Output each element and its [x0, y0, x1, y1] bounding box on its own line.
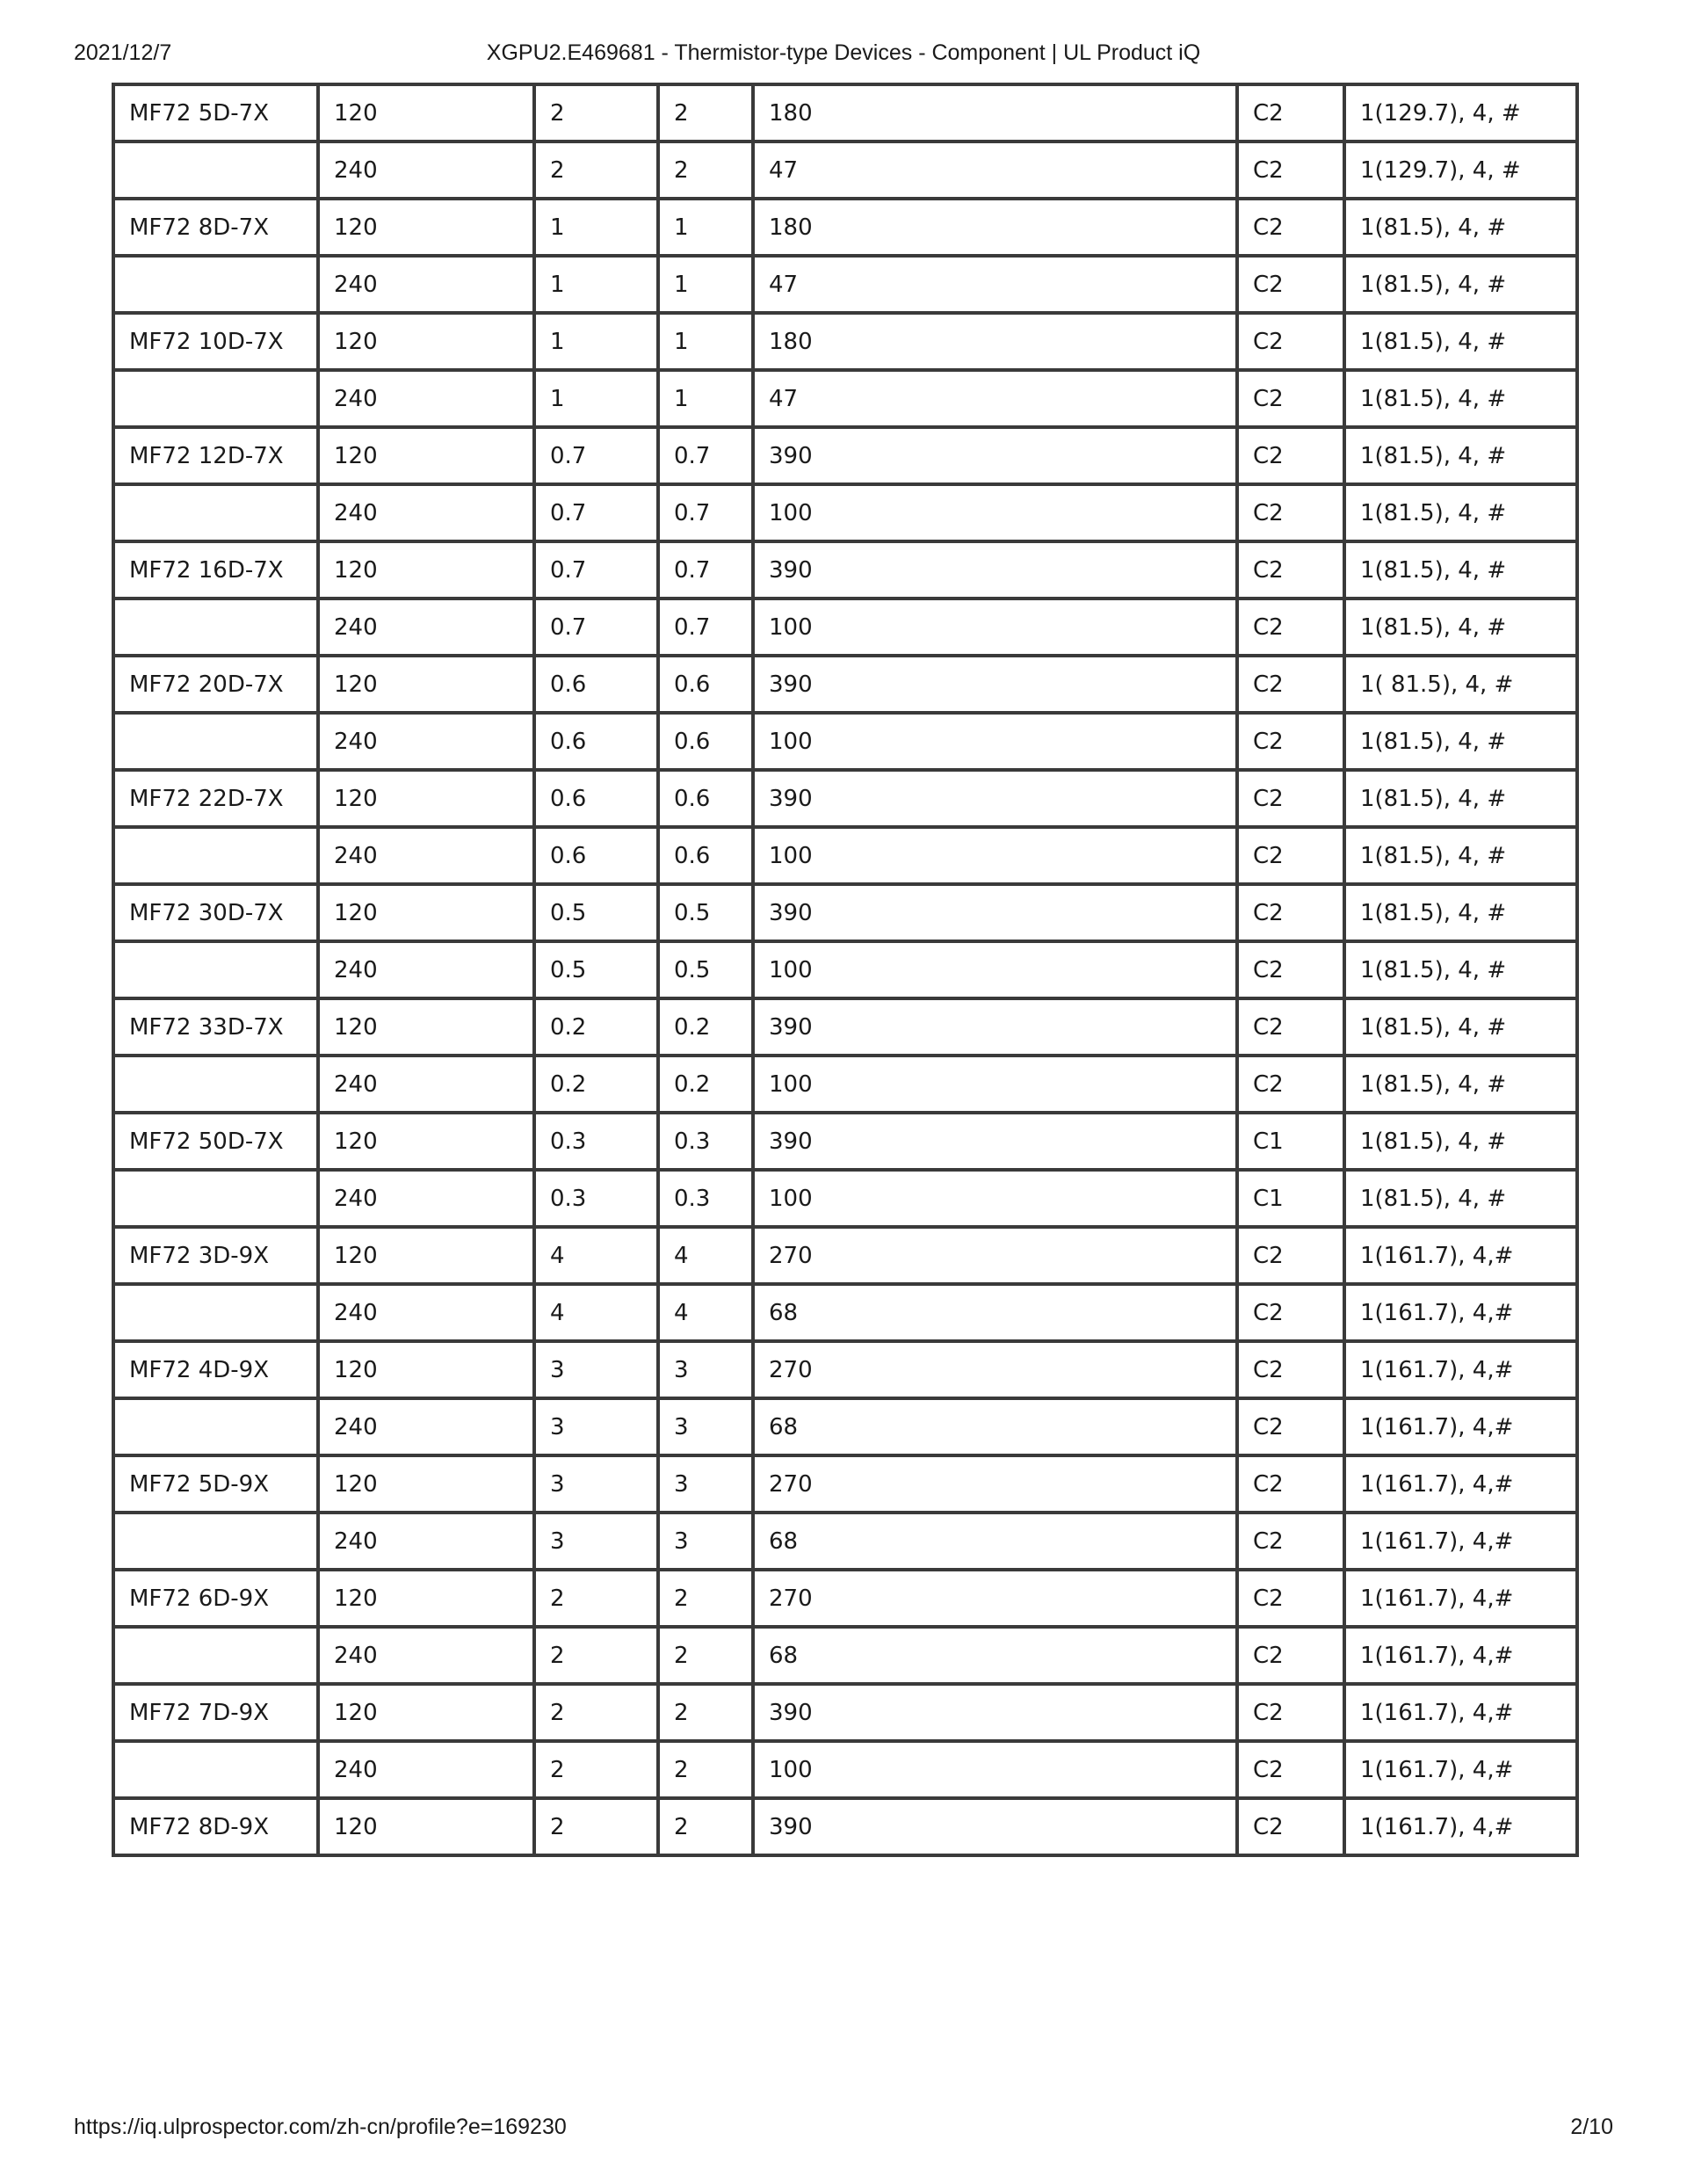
current-b-cell: 0.2 — [658, 1056, 753, 1113]
class-cell: C2 — [1237, 656, 1344, 713]
class-cell: C2 — [1237, 1741, 1344, 1798]
current-a-cell: 0.6 — [534, 827, 658, 884]
footer-url: https://iq.ulprospector.com/zh-cn/profile?e=169230 — [74, 2115, 567, 2139]
capacitance-cell: 47 — [753, 370, 1237, 427]
voltage-cell: 240 — [318, 370, 534, 427]
capacitance-cell: 68 — [753, 1513, 1237, 1570]
class-cell: C2 — [1237, 770, 1344, 827]
voltage-cell: 240 — [318, 484, 534, 541]
class-cell: C2 — [1237, 256, 1344, 313]
notes-cell: 1(81.5), 4, # — [1344, 599, 1577, 656]
current-b-cell: 2 — [658, 1684, 753, 1741]
notes-cell: 1(81.5), 4, # — [1344, 1056, 1577, 1113]
table-body — [113, 84, 1577, 1855]
current-b-cell: 3 — [658, 1341, 753, 1398]
table-row — [113, 256, 1577, 313]
class-cell: C2 — [1237, 1341, 1344, 1398]
current-b-cell: 0.6 — [658, 656, 753, 713]
model-cell — [113, 141, 318, 199]
current-b-cell: 2 — [658, 141, 753, 199]
current-b-cell: 2 — [658, 1741, 753, 1798]
table-row — [113, 541, 1577, 599]
current-b-cell: 0.6 — [658, 713, 753, 770]
model-cell — [113, 1284, 318, 1341]
table-row — [113, 427, 1577, 484]
current-b-cell: 0.6 — [658, 770, 753, 827]
current-a-cell: 0.7 — [534, 599, 658, 656]
class-cell: C2 — [1237, 827, 1344, 884]
current-a-cell: 2 — [534, 1570, 658, 1627]
model-cell — [113, 599, 318, 656]
model-cell — [113, 256, 318, 313]
current-a-cell: 4 — [534, 1284, 658, 1341]
current-a-cell: 0.6 — [534, 770, 658, 827]
current-a-cell: 3 — [534, 1455, 658, 1513]
table-row — [113, 1056, 1577, 1113]
current-a-cell: 0.6 — [534, 713, 658, 770]
class-cell: C2 — [1237, 1398, 1344, 1455]
model-cell: MF72 12D-7X — [113, 427, 318, 484]
model-cell — [113, 941, 318, 998]
voltage-cell: 120 — [318, 1227, 534, 1284]
capacitance-cell: 390 — [753, 884, 1237, 941]
voltage-cell: 120 — [318, 770, 534, 827]
capacitance-cell: 68 — [753, 1627, 1237, 1684]
voltage-cell: 240 — [318, 1056, 534, 1113]
table-row — [113, 1284, 1577, 1341]
current-a-cell: 0.2 — [534, 998, 658, 1056]
class-cell: C2 — [1237, 1056, 1344, 1113]
current-b-cell: 0.7 — [658, 599, 753, 656]
notes-cell: 1(81.5), 4, # — [1344, 998, 1577, 1056]
current-b-cell: 1 — [658, 199, 753, 256]
class-cell: C2 — [1237, 1570, 1344, 1627]
current-a-cell: 3 — [534, 1398, 658, 1455]
current-a-cell: 1 — [534, 370, 658, 427]
model-cell — [113, 484, 318, 541]
model-cell: MF72 30D-7X — [113, 884, 318, 941]
capacitance-cell: 180 — [753, 84, 1237, 141]
table-row — [113, 656, 1577, 713]
notes-cell: 1(161.7), 4,# — [1344, 1455, 1577, 1513]
thermistor-spec-table — [112, 83, 1579, 1857]
model-cell: MF72 20D-7X — [113, 656, 318, 713]
table-row — [113, 599, 1577, 656]
voltage-cell: 120 — [318, 884, 534, 941]
table-row — [113, 199, 1577, 256]
table-row — [113, 1341, 1577, 1398]
voltage-cell: 240 — [318, 1170, 534, 1227]
notes-cell: 1(81.5), 4, # — [1344, 827, 1577, 884]
class-cell: C2 — [1237, 370, 1344, 427]
model-cell: MF72 6D-9X — [113, 1570, 318, 1627]
model-cell — [113, 370, 318, 427]
notes-cell: 1(161.7), 4,# — [1344, 1513, 1577, 1570]
capacitance-cell: 390 — [753, 541, 1237, 599]
header-date: 2021/12/7 — [74, 40, 172, 65]
notes-cell: 1( 81.5), 4, # — [1344, 656, 1577, 713]
current-a-cell: 1 — [534, 256, 658, 313]
capacitance-cell: 390 — [753, 770, 1237, 827]
current-b-cell: 0.3 — [658, 1113, 753, 1170]
voltage-cell: 240 — [318, 1513, 534, 1570]
table-row — [113, 1798, 1577, 1855]
capacitance-cell: 390 — [753, 427, 1237, 484]
model-cell — [113, 1398, 318, 1455]
voltage-cell: 240 — [318, 1284, 534, 1341]
capacitance-cell: 100 — [753, 1170, 1237, 1227]
notes-cell: 1(81.5), 4, # — [1344, 1113, 1577, 1170]
notes-cell: 1(81.5), 4, # — [1344, 370, 1577, 427]
capacitance-cell: 47 — [753, 256, 1237, 313]
current-a-cell: 0.6 — [534, 656, 658, 713]
model-cell: MF72 10D-7X — [113, 313, 318, 370]
voltage-cell: 120 — [318, 199, 534, 256]
table-row — [113, 1513, 1577, 1570]
class-cell: C2 — [1237, 1513, 1344, 1570]
model-cell — [113, 1170, 318, 1227]
voltage-cell: 120 — [318, 541, 534, 599]
model-cell — [113, 827, 318, 884]
capacitance-cell: 100 — [753, 599, 1237, 656]
model-cell: MF72 5D-9X — [113, 1455, 318, 1513]
class-cell: C2 — [1237, 1227, 1344, 1284]
model-cell: MF72 50D-7X — [113, 1113, 318, 1170]
capacitance-cell: 180 — [753, 313, 1237, 370]
notes-cell: 1(81.5), 4, # — [1344, 770, 1577, 827]
table-row — [113, 827, 1577, 884]
class-cell: C2 — [1237, 884, 1344, 941]
class-cell: C1 — [1237, 1113, 1344, 1170]
table-row — [113, 1684, 1577, 1741]
current-a-cell: 0.3 — [534, 1113, 658, 1170]
class-cell: C2 — [1237, 484, 1344, 541]
capacitance-cell: 390 — [753, 1113, 1237, 1170]
table-row — [113, 1398, 1577, 1455]
current-a-cell: 2 — [534, 1798, 658, 1855]
table-row — [113, 998, 1577, 1056]
current-b-cell: 2 — [658, 1798, 753, 1855]
voltage-cell: 240 — [318, 941, 534, 998]
page-title: XGPU2.E469681 - Thermistor-type Devices - Component | UL Product iQ — [486, 40, 1201, 65]
table-row — [113, 1570, 1577, 1627]
current-a-cell: 2 — [534, 1741, 658, 1798]
capacitance-cell: 100 — [753, 713, 1237, 770]
class-cell: C2 — [1237, 1684, 1344, 1741]
capacitance-cell: 390 — [753, 1798, 1237, 1855]
current-b-cell: 1 — [658, 370, 753, 427]
table-row — [113, 141, 1577, 199]
capacitance-cell: 390 — [753, 998, 1237, 1056]
current-b-cell: 0.3 — [658, 1170, 753, 1227]
table-row — [113, 1227, 1577, 1284]
voltage-cell: 240 — [318, 141, 534, 199]
class-cell: C1 — [1237, 1170, 1344, 1227]
capacitance-cell: 100 — [753, 1056, 1237, 1113]
table-row — [113, 1170, 1577, 1227]
model-cell — [113, 1741, 318, 1798]
notes-cell: 1(81.5), 4, # — [1344, 713, 1577, 770]
model-cell: MF72 8D-7X — [113, 199, 318, 256]
current-a-cell: 0.7 — [534, 484, 658, 541]
current-b-cell: 4 — [658, 1284, 753, 1341]
current-a-cell: 3 — [534, 1513, 658, 1570]
table-row — [113, 84, 1577, 141]
voltage-cell: 240 — [318, 827, 534, 884]
current-b-cell: 0.7 — [658, 541, 753, 599]
notes-cell: 1(161.7), 4,# — [1344, 1627, 1577, 1684]
current-a-cell: 2 — [534, 1684, 658, 1741]
table-row — [113, 713, 1577, 770]
current-a-cell: 2 — [534, 84, 658, 141]
voltage-cell: 120 — [318, 84, 534, 141]
voltage-cell: 120 — [318, 1113, 534, 1170]
class-cell: C2 — [1237, 313, 1344, 370]
current-a-cell: 0.7 — [534, 427, 658, 484]
voltage-cell: 240 — [318, 1741, 534, 1798]
class-cell: C2 — [1237, 84, 1344, 141]
current-a-cell: 0.7 — [534, 541, 658, 599]
voltage-cell: 120 — [318, 998, 534, 1056]
notes-cell: 1(81.5), 4, # — [1344, 313, 1577, 370]
table-row — [113, 1627, 1577, 1684]
model-cell: MF72 4D-9X — [113, 1341, 318, 1398]
voltage-cell: 240 — [318, 713, 534, 770]
class-cell: C2 — [1237, 1455, 1344, 1513]
notes-cell: 1(129.7), 4, # — [1344, 141, 1577, 199]
capacitance-cell: 100 — [753, 484, 1237, 541]
notes-cell: 1(81.5), 4, # — [1344, 941, 1577, 998]
notes-cell: 1(81.5), 4, # — [1344, 256, 1577, 313]
capacitance-cell: 270 — [753, 1455, 1237, 1513]
capacitance-cell: 47 — [753, 141, 1237, 199]
table-row — [113, 1455, 1577, 1513]
table-row — [113, 1741, 1577, 1798]
capacitance-cell: 390 — [753, 1684, 1237, 1741]
current-a-cell: 0.5 — [534, 941, 658, 998]
model-cell: MF72 8D-9X — [113, 1798, 318, 1855]
class-cell: C2 — [1237, 998, 1344, 1056]
notes-cell: 1(81.5), 4, # — [1344, 1170, 1577, 1227]
model-cell: MF72 5D-7X — [113, 84, 318, 141]
voltage-cell: 120 — [318, 313, 534, 370]
class-cell: C2 — [1237, 541, 1344, 599]
current-a-cell: 4 — [534, 1227, 658, 1284]
notes-cell: 1(161.7), 4,# — [1344, 1227, 1577, 1284]
table-row — [113, 1113, 1577, 1170]
model-cell — [113, 1056, 318, 1113]
notes-cell: 1(161.7), 4,# — [1344, 1684, 1577, 1741]
current-b-cell: 0.7 — [658, 484, 753, 541]
notes-cell: 1(161.7), 4,# — [1344, 1398, 1577, 1455]
current-a-cell: 2 — [534, 141, 658, 199]
current-b-cell: 3 — [658, 1513, 753, 1570]
voltage-cell: 120 — [318, 1455, 534, 1513]
current-a-cell: 0.5 — [534, 884, 658, 941]
current-b-cell: 2 — [658, 84, 753, 141]
table-row — [113, 941, 1577, 998]
capacitance-cell: 180 — [753, 199, 1237, 256]
table-row — [113, 884, 1577, 941]
voltage-cell: 120 — [318, 1570, 534, 1627]
notes-cell: 1(161.7), 4,# — [1344, 1284, 1577, 1341]
model-cell: MF72 22D-7X — [113, 770, 318, 827]
current-b-cell: 0.6 — [658, 827, 753, 884]
capacitance-cell: 68 — [753, 1398, 1237, 1455]
voltage-cell: 240 — [318, 256, 534, 313]
current-a-cell: 2 — [534, 1627, 658, 1684]
current-b-cell: 0.2 — [658, 998, 753, 1056]
voltage-cell: 240 — [318, 599, 534, 656]
notes-cell: 1(81.5), 4, # — [1344, 484, 1577, 541]
capacitance-cell: 100 — [753, 941, 1237, 998]
table-row — [113, 370, 1577, 427]
notes-cell: 1(81.5), 4, # — [1344, 427, 1577, 484]
current-b-cell: 4 — [658, 1227, 753, 1284]
current-b-cell: 1 — [658, 256, 753, 313]
current-b-cell: 1 — [658, 313, 753, 370]
table-row — [113, 313, 1577, 370]
notes-cell: 1(161.7), 4,# — [1344, 1341, 1577, 1398]
class-cell: C2 — [1237, 713, 1344, 770]
voltage-cell: 120 — [318, 656, 534, 713]
current-b-cell: 0.5 — [658, 884, 753, 941]
voltage-cell: 120 — [318, 427, 534, 484]
capacitance-cell: 390 — [753, 656, 1237, 713]
current-a-cell: 0.3 — [534, 1170, 658, 1227]
notes-cell: 1(129.7), 4, # — [1344, 84, 1577, 141]
voltage-cell: 240 — [318, 1398, 534, 1455]
current-b-cell: 3 — [658, 1398, 753, 1455]
class-cell: C2 — [1237, 599, 1344, 656]
current-b-cell: 0.7 — [658, 427, 753, 484]
notes-cell: 1(81.5), 4, # — [1344, 199, 1577, 256]
model-cell — [113, 1627, 318, 1684]
current-a-cell: 1 — [534, 313, 658, 370]
table-row — [113, 484, 1577, 541]
table-row — [113, 770, 1577, 827]
voltage-cell: 120 — [318, 1684, 534, 1741]
current-a-cell: 3 — [534, 1341, 658, 1398]
notes-cell: 1(161.7), 4,# — [1344, 1798, 1577, 1855]
current-b-cell: 3 — [658, 1455, 753, 1513]
current-a-cell: 1 — [534, 199, 658, 256]
class-cell: C2 — [1237, 941, 1344, 998]
notes-cell: 1(161.7), 4,# — [1344, 1570, 1577, 1627]
class-cell: C2 — [1237, 427, 1344, 484]
class-cell: C2 — [1237, 1627, 1344, 1684]
capacitance-cell: 270 — [753, 1341, 1237, 1398]
model-cell: MF72 7D-9X — [113, 1684, 318, 1741]
current-b-cell: 0.5 — [658, 941, 753, 998]
capacitance-cell: 68 — [753, 1284, 1237, 1341]
voltage-cell: 240 — [318, 1627, 534, 1684]
capacitance-cell: 270 — [753, 1227, 1237, 1284]
current-a-cell: 0.2 — [534, 1056, 658, 1113]
model-cell: MF72 16D-7X — [113, 541, 318, 599]
model-cell — [113, 713, 318, 770]
current-b-cell: 2 — [658, 1570, 753, 1627]
current-b-cell: 2 — [658, 1627, 753, 1684]
voltage-cell: 120 — [318, 1341, 534, 1398]
model-cell — [113, 1513, 318, 1570]
page-number: 2/10 — [1570, 2115, 1613, 2139]
notes-cell: 1(81.5), 4, # — [1344, 541, 1577, 599]
class-cell: C2 — [1237, 199, 1344, 256]
class-cell: C2 — [1237, 141, 1344, 199]
voltage-cell: 120 — [318, 1798, 534, 1855]
capacitance-cell: 100 — [753, 1741, 1237, 1798]
model-cell: MF72 3D-9X — [113, 1227, 318, 1284]
capacitance-cell: 270 — [753, 1570, 1237, 1627]
class-cell: C2 — [1237, 1284, 1344, 1341]
notes-cell: 1(161.7), 4,# — [1344, 1741, 1577, 1798]
class-cell: C2 — [1237, 1798, 1344, 1855]
capacitance-cell: 100 — [753, 827, 1237, 884]
model-cell: MF72 33D-7X — [113, 998, 318, 1056]
notes-cell: 1(81.5), 4, # — [1344, 884, 1577, 941]
